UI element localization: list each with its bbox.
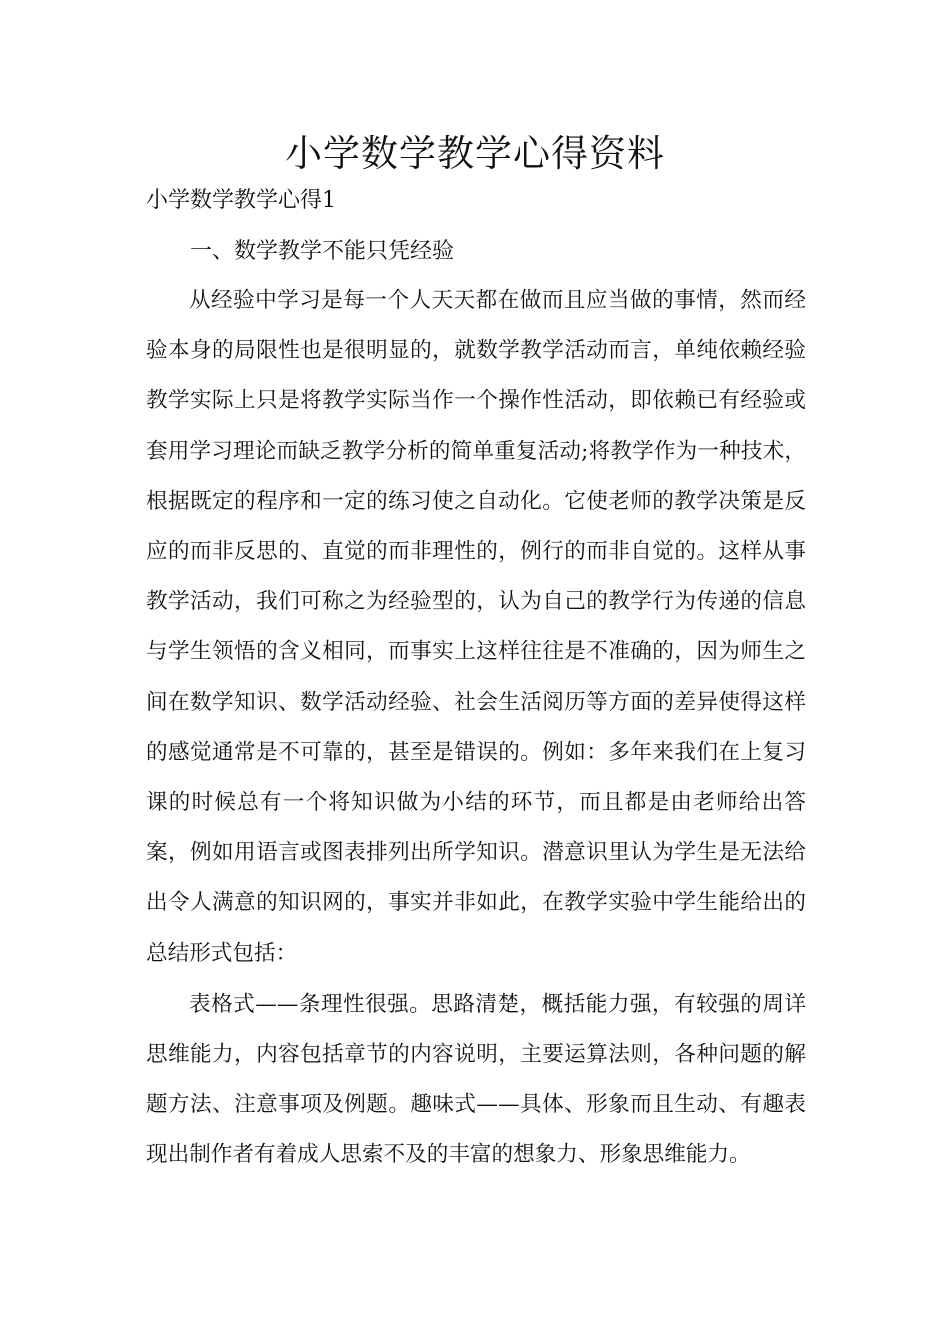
paragraph-experience: 从经验中学习是每一个人天天都在做而且应当做的事情，然而经验本身的局限性也是很明显的，就数学教学活动而言，单纯依赖经验教学实际上只是将教学实际当作一个操作性活动，即依赖已有经验或套用学习理论而缺乏教学分析的简单重复活动;将教学作为一种技术，根据既定的程序和一定的练习使之自动化。它使老师的教学决策是反应的而非反思的、直觉的而非理性的，例行的而非自觉的。这样从事教学活动，我们可称之为经验型的，认为自己的教学行为传递的信息与学生领悟的含义相同，而事实上这样往往是不准确的，因为师生之间在数学知识、数学活动经验、社会生活阅历等方面的差异使得这样的感觉通常是不可靠的，甚至是错误的。例如：多年来我们在上复习课的时候总有一个将知识做为小结的环节，而且都是由老师给出答案，例如用语言或图表排列出所学知识。潜意识里认为学生是无法给出令人满意的知识网的，事实并非如此，在教学实验中学生能给出的总结形式包括： — [146, 288, 806, 966]
sub-heading: 一、数学教学不能只凭经验 — [190, 239, 455, 264]
document-body — [146, 180, 806, 1181]
paragraph-summary-forms: 表格式——条理性很强。思路清楚，概括能力强，有较强的周详思维能力，内容包括章节的内容说明，主要运算法则，各种问题的解题方法、注意事项及例题。趣味式——具体、形象而且生动、有趣表现出制作者有着成人思索不及的丰富的想象力、形象思维能力。 — [146, 991, 806, 1168]
document-title: 小学数学教学心得资料 — [285, 132, 665, 175]
section-heading: 小学数学教学心得1 — [146, 188, 336, 213]
